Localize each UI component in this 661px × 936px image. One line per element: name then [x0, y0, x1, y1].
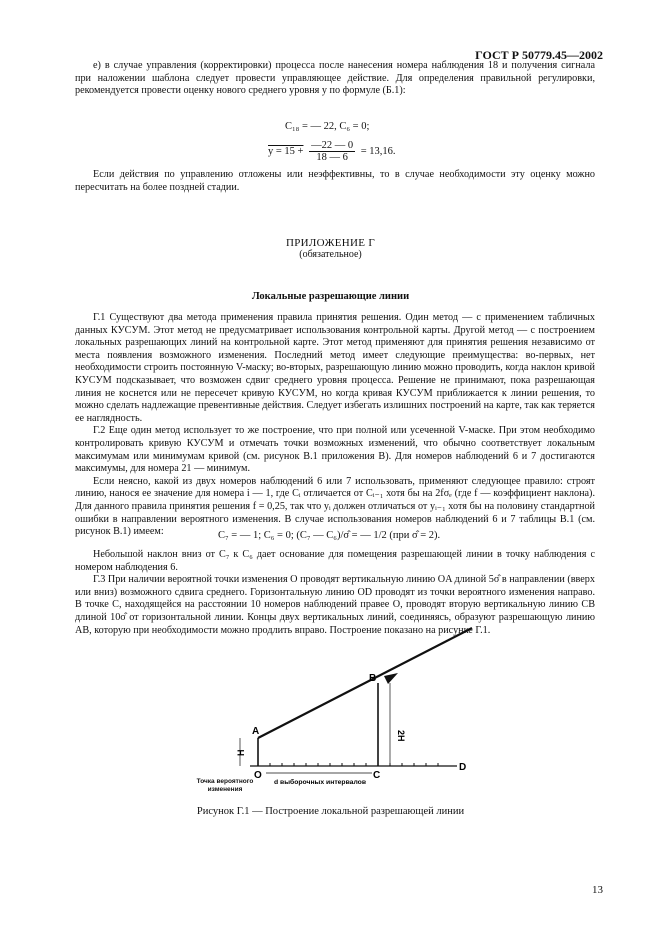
paragraph-g2: Г.2 Еще один метод использует то же построение, что при полной или усеченной V-маске. При этом необходимо контролировать кривую КУСУМ и отмечать точки возможных изменений, что обычно соответствует локальным максимумам или минимумам кривой (см. рисунок В.1 приложения В). Для номеров наблюдений 6 и 7 достигаются максимумы, для номера 21 — минимум.: [75, 425, 595, 475]
appendix-title: ПРИЛОЖЕНИЕ Г: [285, 237, 376, 249]
figure-caption: Рисунок Г.1 — Построение локальной разрешающей линии: [196, 806, 465, 817]
document-code: ГОСТ Р 50779.45—2002: [475, 48, 603, 62]
paragraph-e: е) в случае управления (корректировки) процесса после нанесения номера наблюдения 18 и получения сигнала при наложении шаблона следует провести управляющее действие. Для определения правильной регулировки, рекомендуется провести оценку нового среднего уровня y по формуле (Б.1):: [75, 60, 595, 97]
line-arrowhead: [384, 673, 398, 684]
formula-y-left: y = 15 +: [268, 145, 304, 157]
formula-c18: C₁₈ = — 22, C₆ = 0;: [285, 121, 370, 132]
label-change-point: Точка вероятного изменения: [196, 778, 254, 793]
decision-line-ab: [258, 628, 472, 738]
label-d: D: [459, 762, 467, 773]
label-intervals: d выборочных интервалов: [274, 779, 367, 786]
paragraph-delay: Если действия по управлению отложены или неэффективны, то в случае необходимости эту оценку можно пересчитать на более поздней стадии.: [75, 169, 595, 193]
label-change-point-box: [194, 778, 256, 802]
paragraph-g1: Г.1 Существуют два метода применения правила принятия решения. Один метод — с применением табличных данных КУСУМ. Этот метод не предусматривает использования контрольной карты. Другой метод — с построением локальных разрешающих линий на контрольной карте. Этот метод применяют для принятия решения независимо от места появления возможного изменения. Последний метод имеет следующие преимущества: во-первых, нет необходимости строить постоянную V-маску; во-вторых, разрешающую линию можно проводить, когда наклон кривой КУСУМ подсказывает, что возможен сдвиг среднего уровня процесса. Решение не принимают, пока разрешающая линия не коснется или не пересечет кривую КУСУМ, но когда кривая КУСУМ приближается к линии решения, то можно сделать надлежащие превентивные действия. Следует избегать излишних построений на карте, так как теряется ее наглядность.: [75, 312, 595, 424]
page-number: 13: [592, 884, 603, 896]
label-c: C: [373, 770, 381, 781]
formula-y-right: = 13,16.: [360, 145, 396, 157]
paragraph-g2b: Если неясно, какой из двух номеров наблюдений 6 или 7 использовать, применяют следующее правило: строят линию, нанося ее значение для номера i — 1, где Cᵢ отличается от Cᵢ₋₁ хотя бы на 2fσₑ (где f — коэффициент наклона). Для данного правила принятия решения f = 0,25, так что yᵢ должен отличаться от yᵢ₋₁ хотя бы на половину стандартной ошибки в направлении вероятного изменения. В случае использования номеров наблюдений 6 и 7 таблицы В.1 (см. рисунок В.1) имеем:: [75, 475, 595, 538]
label-2h: 2H: [396, 730, 406, 742]
formula-numerator: —22 — 0: [311, 140, 354, 151]
label-h: H: [236, 749, 246, 756]
label-o: O: [254, 770, 262, 781]
appendix-status: (обязательное): [299, 249, 362, 260]
paragraph-g2c: Небольшой наклон вниз от C₇ к C₆ дает основание для помещения разрешающей линии в точку наблюдения с номером наблюдения 6.: [75, 549, 595, 573]
section-title: Локальные разрешающие линии: [251, 291, 410, 302]
paragraph-g3: Г.3 При наличии вероятной точки изменения O проводят вертикальную линию OA длиной 5σ̂ в направлении (вверх или вниз) возможного сдвига среднего. Горизонтальную линию OD проводят из точки вероятного изменения направо. В точке C, находящейся на расстоянии 10 номеров наблюдений правее O, проводят вторую вертикальную линию CB длиной 10σ̂ от горизонтальной линии. Концы двух вертикальных линий, соединяясь, образуют разрешающую линию AB, которую при необходимости можно продлить вправо. Построение показано на рисунке Г.1.: [75, 574, 595, 636]
label-b: B: [369, 673, 377, 684]
label-a: A: [252, 726, 260, 737]
formula-c7: C₇ = — 1; C₆ = 0; (C₇ — C₆)/σ̂ = — 1/2 (при σ̂ = 2).: [218, 530, 441, 541]
formula-denominator: 18 — 6: [316, 152, 348, 163]
